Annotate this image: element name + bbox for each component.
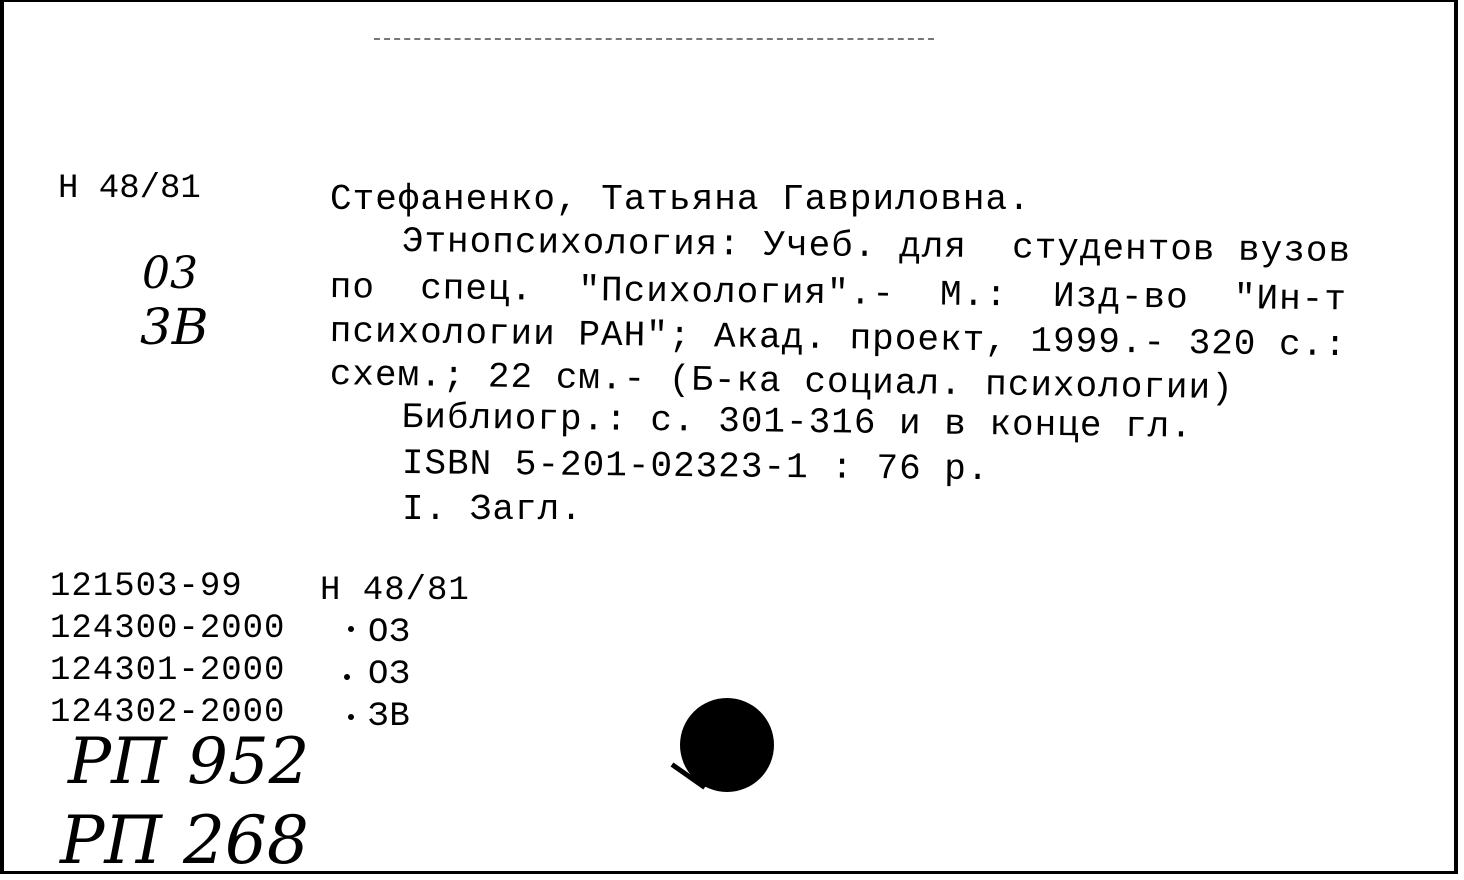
separator-dot bbox=[344, 674, 350, 680]
inventory-code: ОЗ bbox=[368, 614, 411, 652]
title-entry-note: I. Загл. bbox=[402, 489, 583, 530]
top-dashed-line bbox=[374, 38, 934, 40]
author-heading: Стефаненко, Татьяна Гавриловна. bbox=[330, 179, 1031, 220]
handwritten-mark-top: 03 bbox=[142, 248, 198, 299]
inventory-number: 124302-2000 bbox=[50, 694, 286, 732]
title-line-3: психологии РАН"; Акад. проект, 1999.- 320 с.: bbox=[329, 311, 1348, 367]
inventory-code: Н 48/81 bbox=[320, 572, 470, 610]
inventory-number: 124300-2000 bbox=[50, 610, 286, 648]
inventory-code: ЗВ bbox=[368, 698, 411, 736]
inventory-code: ОЗ bbox=[368, 656, 411, 694]
isbn-note: ISBN 5-201-02323-1 : 76 р. bbox=[401, 443, 990, 491]
title-line-2: по спец. "Психология".- М.: Изд-во "Ин-т bbox=[329, 267, 1348, 321]
inventory-number: 121503-99 bbox=[50, 568, 243, 606]
handwritten-mark-bottom: 3B bbox=[140, 298, 209, 356]
title-line-4: схем.; 22 см.- (Б-ка социал. психологии) bbox=[329, 354, 1235, 410]
handwritten-rp-268: РП 268 bbox=[60, 802, 309, 879]
title-line-1: Этнопсихология: Учеб. для студентов вузов bbox=[401, 221, 1352, 272]
separator-dot bbox=[348, 714, 354, 720]
handwritten-rp-952: РП 952 bbox=[68, 725, 310, 799]
inventory-number: 124301-2000 bbox=[50, 652, 286, 690]
shelfmark: Н 48/81 bbox=[58, 170, 201, 208]
separator-dot bbox=[348, 626, 354, 632]
bibliography-note: Библиогр.: с. 301-316 и в конце гл. bbox=[401, 397, 1194, 448]
